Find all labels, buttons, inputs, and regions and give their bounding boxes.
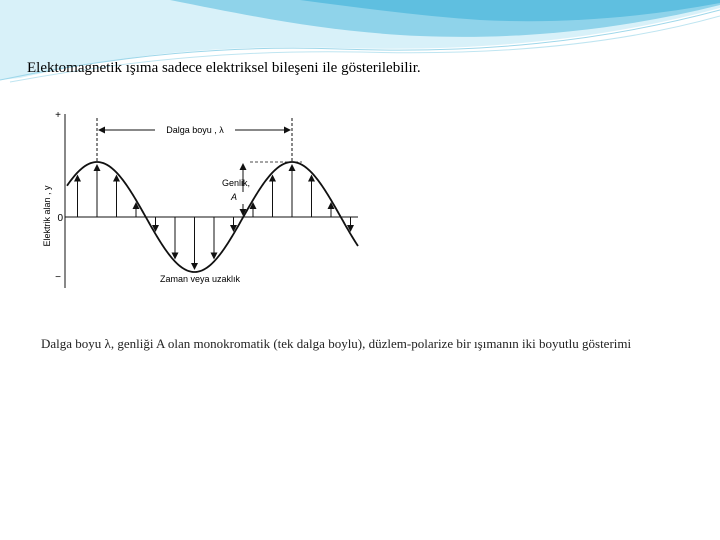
wave-diagram [40,100,370,292]
y-axis-plus: + [55,110,61,121]
y-axis-minus: − [55,272,61,283]
amplitude-label: Genlik, [222,178,251,188]
y-axis-label: Elektrik alan , y [42,185,52,247]
wavelength-label: Dalga boyu , λ [166,125,224,135]
figure-caption: Dalga boyu λ, genliği A olan monokromatik (tek dalga boylu), düzlem-polarize bir ışımanın iki boyutlu gösterimi [41,336,632,351]
amplitude-symbol: A [231,192,238,202]
slide-title: Elektomagnetik ışıma sadece elektriksel bileşeni ile gösterilebilir. [27,60,421,76]
y-axis-zero: 0 [57,213,63,224]
x-axis-label: Zaman veya uzaklık [159,274,241,284]
